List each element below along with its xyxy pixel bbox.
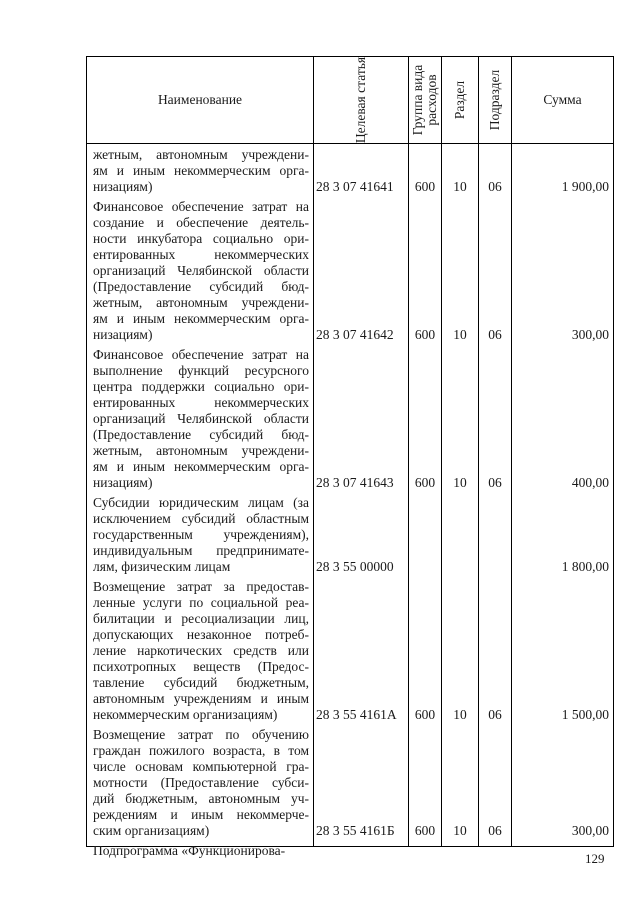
group-code: 600: [414, 475, 436, 490]
sum-value: 1 500,00: [561, 707, 609, 722]
name-line: ям и иным некоммерческим орга-: [93, 311, 309, 326]
name-line: центра поддержки социально ори-: [93, 379, 309, 394]
section-code: 10: [453, 179, 467, 194]
name-line: Финансовое обеспечение затрат на: [93, 347, 309, 362]
name-line: жетным, автономным учреждени-: [93, 147, 309, 162]
name-line: низациям): [93, 179, 153, 194]
name-text: [93, 147, 309, 859]
name-line: исключением субсидий областным: [93, 511, 309, 526]
name-line: лям, физическим лицам: [93, 559, 231, 574]
name-line: жетным, автономным учреждени-: [93, 443, 309, 458]
name-line: ям и иным некоммерческим орга-: [93, 163, 309, 178]
section-column: [442, 144, 479, 847]
name-line: ленные услуги по социальной реа-: [93, 595, 309, 610]
name-line: некоммерческим организациям): [93, 707, 278, 722]
sum-value: 300,00: [571, 327, 609, 342]
subsection-code: 06: [488, 823, 502, 838]
sum-column: [512, 144, 614, 847]
subsection-code: 06: [488, 475, 502, 490]
name-line: граждан пожилого возраста, в том: [93, 743, 309, 758]
section-code: 10: [453, 475, 467, 490]
name-line: Возмещение затрат за предостав-: [93, 579, 309, 594]
group-code: 600: [414, 179, 436, 194]
group-code: 600: [414, 823, 436, 838]
name-line: организаций Челябинской области: [93, 411, 309, 426]
name-line: мотности (Предоставление субси-: [93, 775, 309, 790]
name-line: Подпрограмма «Функционирова-: [93, 843, 286, 858]
col-header-sum: Сумма: [512, 57, 614, 144]
target-code: 28 3 07 41643: [316, 475, 394, 490]
group-code: 600: [414, 327, 436, 342]
target-code: 28 3 55 4161Б: [316, 823, 395, 838]
group-code: 600: [414, 707, 436, 722]
col-header-name: Наименование: [87, 57, 314, 144]
name-line: организаций Челябинской области: [93, 263, 309, 278]
col-header-target: Целевая статья: [314, 57, 409, 144]
target-code: 28 3 55 00000: [316, 559, 394, 574]
col-header-section: Раздел: [442, 57, 479, 144]
name-line: ям и иным некоммерческим орга-: [93, 459, 309, 474]
name-line: индивидуальным предпринимате-: [93, 543, 309, 558]
name-line: числе основам компьютерной гра-: [93, 759, 309, 774]
name-line: (Предоставление субсидий бюд-: [93, 427, 309, 442]
target-code: 28 3 07 41641: [316, 179, 394, 194]
sum-value: 400,00: [571, 475, 609, 490]
page-number: 129: [585, 851, 605, 866]
subsection-column: [479, 144, 512, 847]
subsection-code: 06: [488, 707, 502, 722]
subsection-code: 06: [488, 327, 502, 342]
name-line: жетным, автономным учреждени-: [93, 295, 309, 310]
sum-value: 300,00: [571, 823, 609, 838]
name-line: государственным учреждениям),: [93, 527, 309, 542]
table-header-row: [87, 57, 614, 144]
name-line: Субсидии юридическим лицам (за: [93, 495, 309, 510]
name-line: ности инкубатора социально ори-: [93, 231, 309, 246]
budget-table: [86, 56, 614, 858]
name-line: допускающих незаконное потреб-: [93, 627, 309, 642]
name-line: Финансовое обеспечение затрат на: [93, 199, 309, 214]
group-column: [409, 144, 442, 847]
sum-value: 1 800,00: [561, 559, 609, 574]
name-line: ским организациям): [93, 823, 210, 838]
target-code: 28 3 55 4161А: [316, 707, 397, 722]
name-line: создание и обеспечение деятель-: [93, 215, 309, 230]
name-line: (Предоставление субсидий бюд-: [93, 279, 309, 294]
section-code: 10: [453, 327, 467, 342]
target-code: 28 3 07 41642: [316, 327, 394, 342]
section-code: 10: [453, 823, 467, 838]
name-line: Возмещение затрат по обучению: [93, 727, 309, 742]
name-line: ление наркотических средств или: [93, 643, 309, 658]
name-line: психотропных веществ (Предос-: [93, 659, 309, 674]
name-line: реждениям и иным некоммерче-: [93, 807, 309, 822]
subsection-code: 06: [488, 179, 502, 194]
name-line: дий бюджетным, автономным уч-: [93, 791, 309, 806]
col-header-subsection: Подраздел: [479, 57, 512, 144]
name-line: тавление субсидий бюджетным,: [93, 675, 309, 690]
name-line: автономным учреждениям и иным: [93, 691, 309, 706]
name-line: выполнение функций ресурсного: [93, 363, 309, 378]
name-line: низациям): [93, 327, 153, 342]
col-header-group: Группа вида расходов: [409, 57, 442, 144]
target-column: [314, 144, 409, 847]
name-line: билитации и ресоциализации лиц,: [93, 611, 309, 626]
section-code: 10: [453, 707, 467, 722]
name-line: ентированных некоммерческих: [93, 247, 309, 262]
sum-value: 1 900,00: [561, 179, 609, 194]
table-body-row: [87, 144, 614, 847]
name-column: [87, 144, 314, 858]
name-line: ентированных некоммерческих: [93, 395, 309, 410]
name-line: низациям): [93, 475, 153, 490]
